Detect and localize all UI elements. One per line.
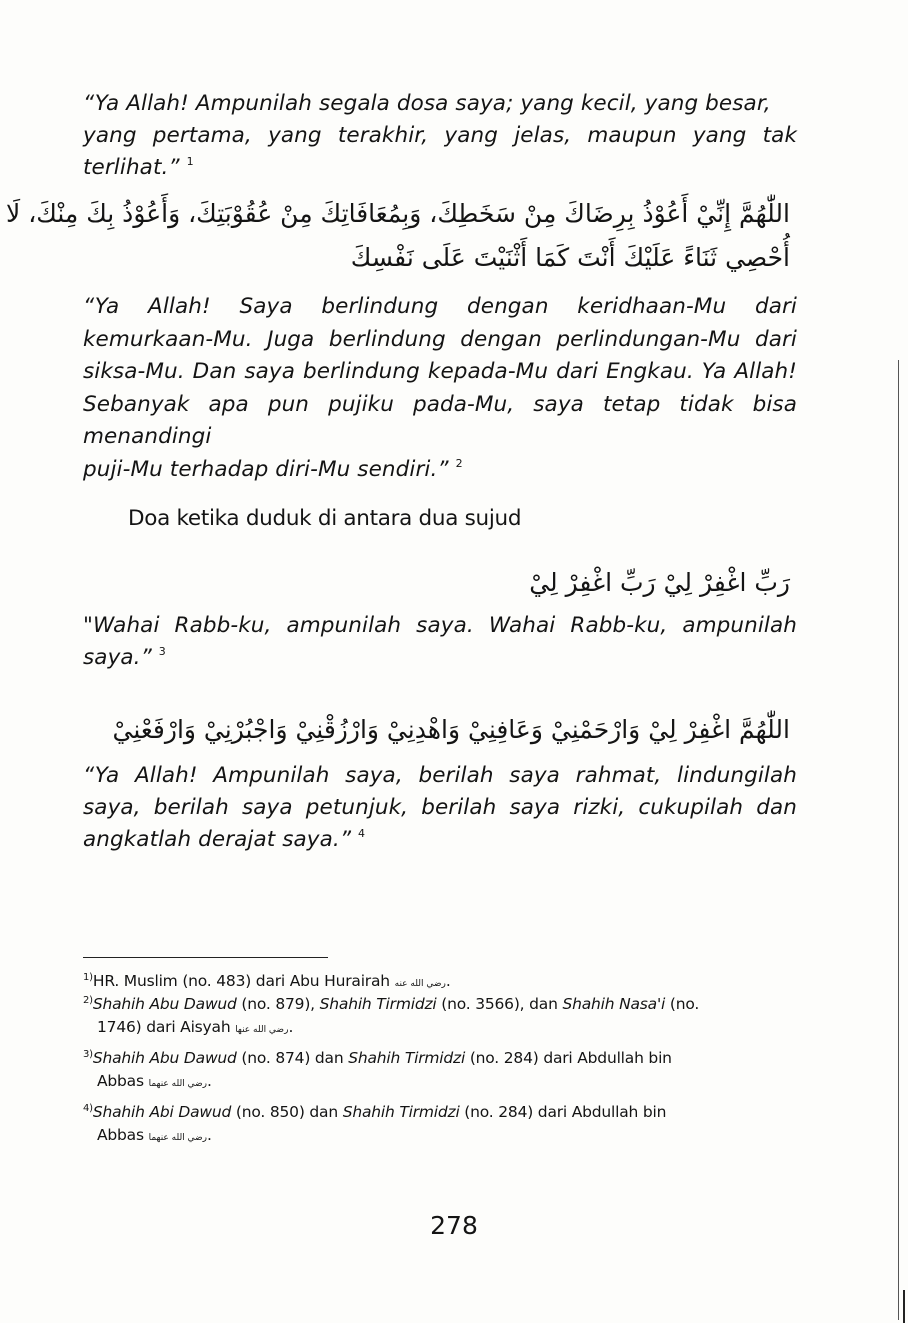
honorific-glyph: رضي الله عنهما: [148, 1133, 208, 1143]
section-heading: Doa ketika duduk di antara dua sujud: [128, 506, 522, 531]
arabic-prayer-2: رَبِّ اغْفِرْ لِيْ رَبِّ اغْفِرْ لِيْ: [529, 568, 790, 597]
footnote-3-number: 3): [83, 1049, 93, 1060]
honorific-glyph: رضي الله عنهما: [148, 1079, 208, 1089]
footnote-2-continuation: 1746) dari Aisyah رضي الله عنها.: [97, 1018, 294, 1036]
page-number: 278: [430, 1211, 478, 1240]
footnote-ref-1: 1: [186, 155, 194, 168]
quote-1-line-1: “Ya Allah! Ampunilah segala dosa saya; yang kecil, yang besar,: [83, 91, 771, 116]
quote-4-line-3: angkatlah derajat saya.” $^4$: [83, 827, 366, 852]
quote-3-line-2: saya.” $^3$: [83, 645, 166, 670]
footnote-2-number: 2): [83, 995, 93, 1006]
quote-3: [83, 610, 797, 674]
quote-4-line-1: “Ya Allah! Ampunilah saya, berilah saya rahmat, lindungilah: [83, 763, 797, 788]
quote-1-line-2: yang pertama, yang terakhir, yang jelas, maupun yang tak terlihat.” $^1$: [83, 123, 797, 180]
honorific-glyph: رضي الله عنها: [235, 1025, 289, 1035]
quote-2-line-3: siksa-Mu. Dan saya berlindung kepada-Mu dari Engkau. Ya Allah!: [83, 359, 797, 384]
scan-edge-line: [898, 360, 899, 1320]
footnote-ref-2: 2: [455, 456, 463, 470]
quote-4-line-2: saya, berilah saya petunjuk, berilah saya rizki, cukupilah dan: [83, 795, 797, 820]
footnote-1: $^{1)}$HR. Muslim (no. 483) dari Abu Hurairah رضي الله عنه.: [83, 972, 451, 990]
footnote-4-number: 4): [83, 1103, 93, 1114]
honorific-glyph: رضي الله عنه: [394, 979, 446, 989]
footnote-4: $^{4)}$Shahih Abi Dawud (no. 850) dan Shahih Tirmidzi (no. 284) dari Abdullah bin Abbas رضي الله عنهما.: [83, 1097, 799, 1150]
quote-1: [83, 88, 797, 184]
quote-2: [83, 291, 797, 486]
quote-3-line-1: "Wahai Rabb-ku, ampunilah saya. Wahai Rabb-ku, ampunilah: [83, 613, 797, 638]
quote-2-line-1: “Ya Allah! Saya berlindung dengan keridhaan-Mu dari: [83, 294, 797, 319]
footnote-3-continuation: Abbas رضي الله عنهما.: [97, 1072, 212, 1090]
footnote-1-number: 1): [83, 972, 93, 983]
footnote-divider: [83, 957, 328, 958]
quote-4: [83, 760, 797, 856]
arabic-prayer-1-line-1: اللّٰهُمَّ إِنِّيْ أَعُوْذُ بِرِضَاكَ مِنْ سَخَطِكَ، وَبِمُعَافَاتِكَ مِنْ عُقُوْبَتِكَ، وَأَعُوْذُ بِكَ مِنْكَ، لَا: [5, 199, 790, 228]
scan-edge-mark: [903, 1290, 905, 1323]
footnote-2: $^{2)}$Shahih Abu Dawud (no. 879), Shahih Tirmidzi (no. 3566), dan Shahih Nasa'i (no. 1746) dari Aisyah رضي الله عنها.: [83, 989, 799, 1042]
footnote-1-text: HR. Muslim (no. 483) dari Abu Hurairah: [92, 972, 390, 990]
arabic-prayer-3: اللّٰهُمَّ اغْفِرْ لِيْ وَارْحَمْنِيْ وَعَافِنِيْ وَاهْدِنِيْ وَارْزُقْنِيْ وَاجْبُرْنِيْ وَارْفَعْنِيْ: [112, 715, 790, 744]
footnote-4-continuation: Abbas رضي الله عنهما.: [97, 1126, 212, 1144]
footnote-ref-3: 3: [158, 645, 166, 658]
quote-2-line-5: puji-Mu terhadap diri-Mu sendiri.” $^2$: [83, 456, 463, 482]
quote-2-line-2: kemurkaan-Mu. Juga berlindung dengan perlindungan-Mu dari: [83, 326, 797, 352]
arabic-prayer-1-line-2: أُحْصِي ثَنَاءً عَلَيْكَ أَنْتَ كَمَا أَثْنَيْتَ عَلَى نَفْسِكَ: [350, 243, 790, 272]
quote-2-line-4: Sebanyak apa pun pujiku pada-Mu, saya tetap tidak bisa menandingi: [83, 391, 797, 449]
footnote-3: $^{3)}$Shahih Abu Dawud (no. 874) dan Shahih Tirmidzi (no. 284) dari Abdullah bin Abbas رضي الله عنهما.: [83, 1043, 799, 1096]
footnote-ref-4: 4: [358, 827, 366, 840]
